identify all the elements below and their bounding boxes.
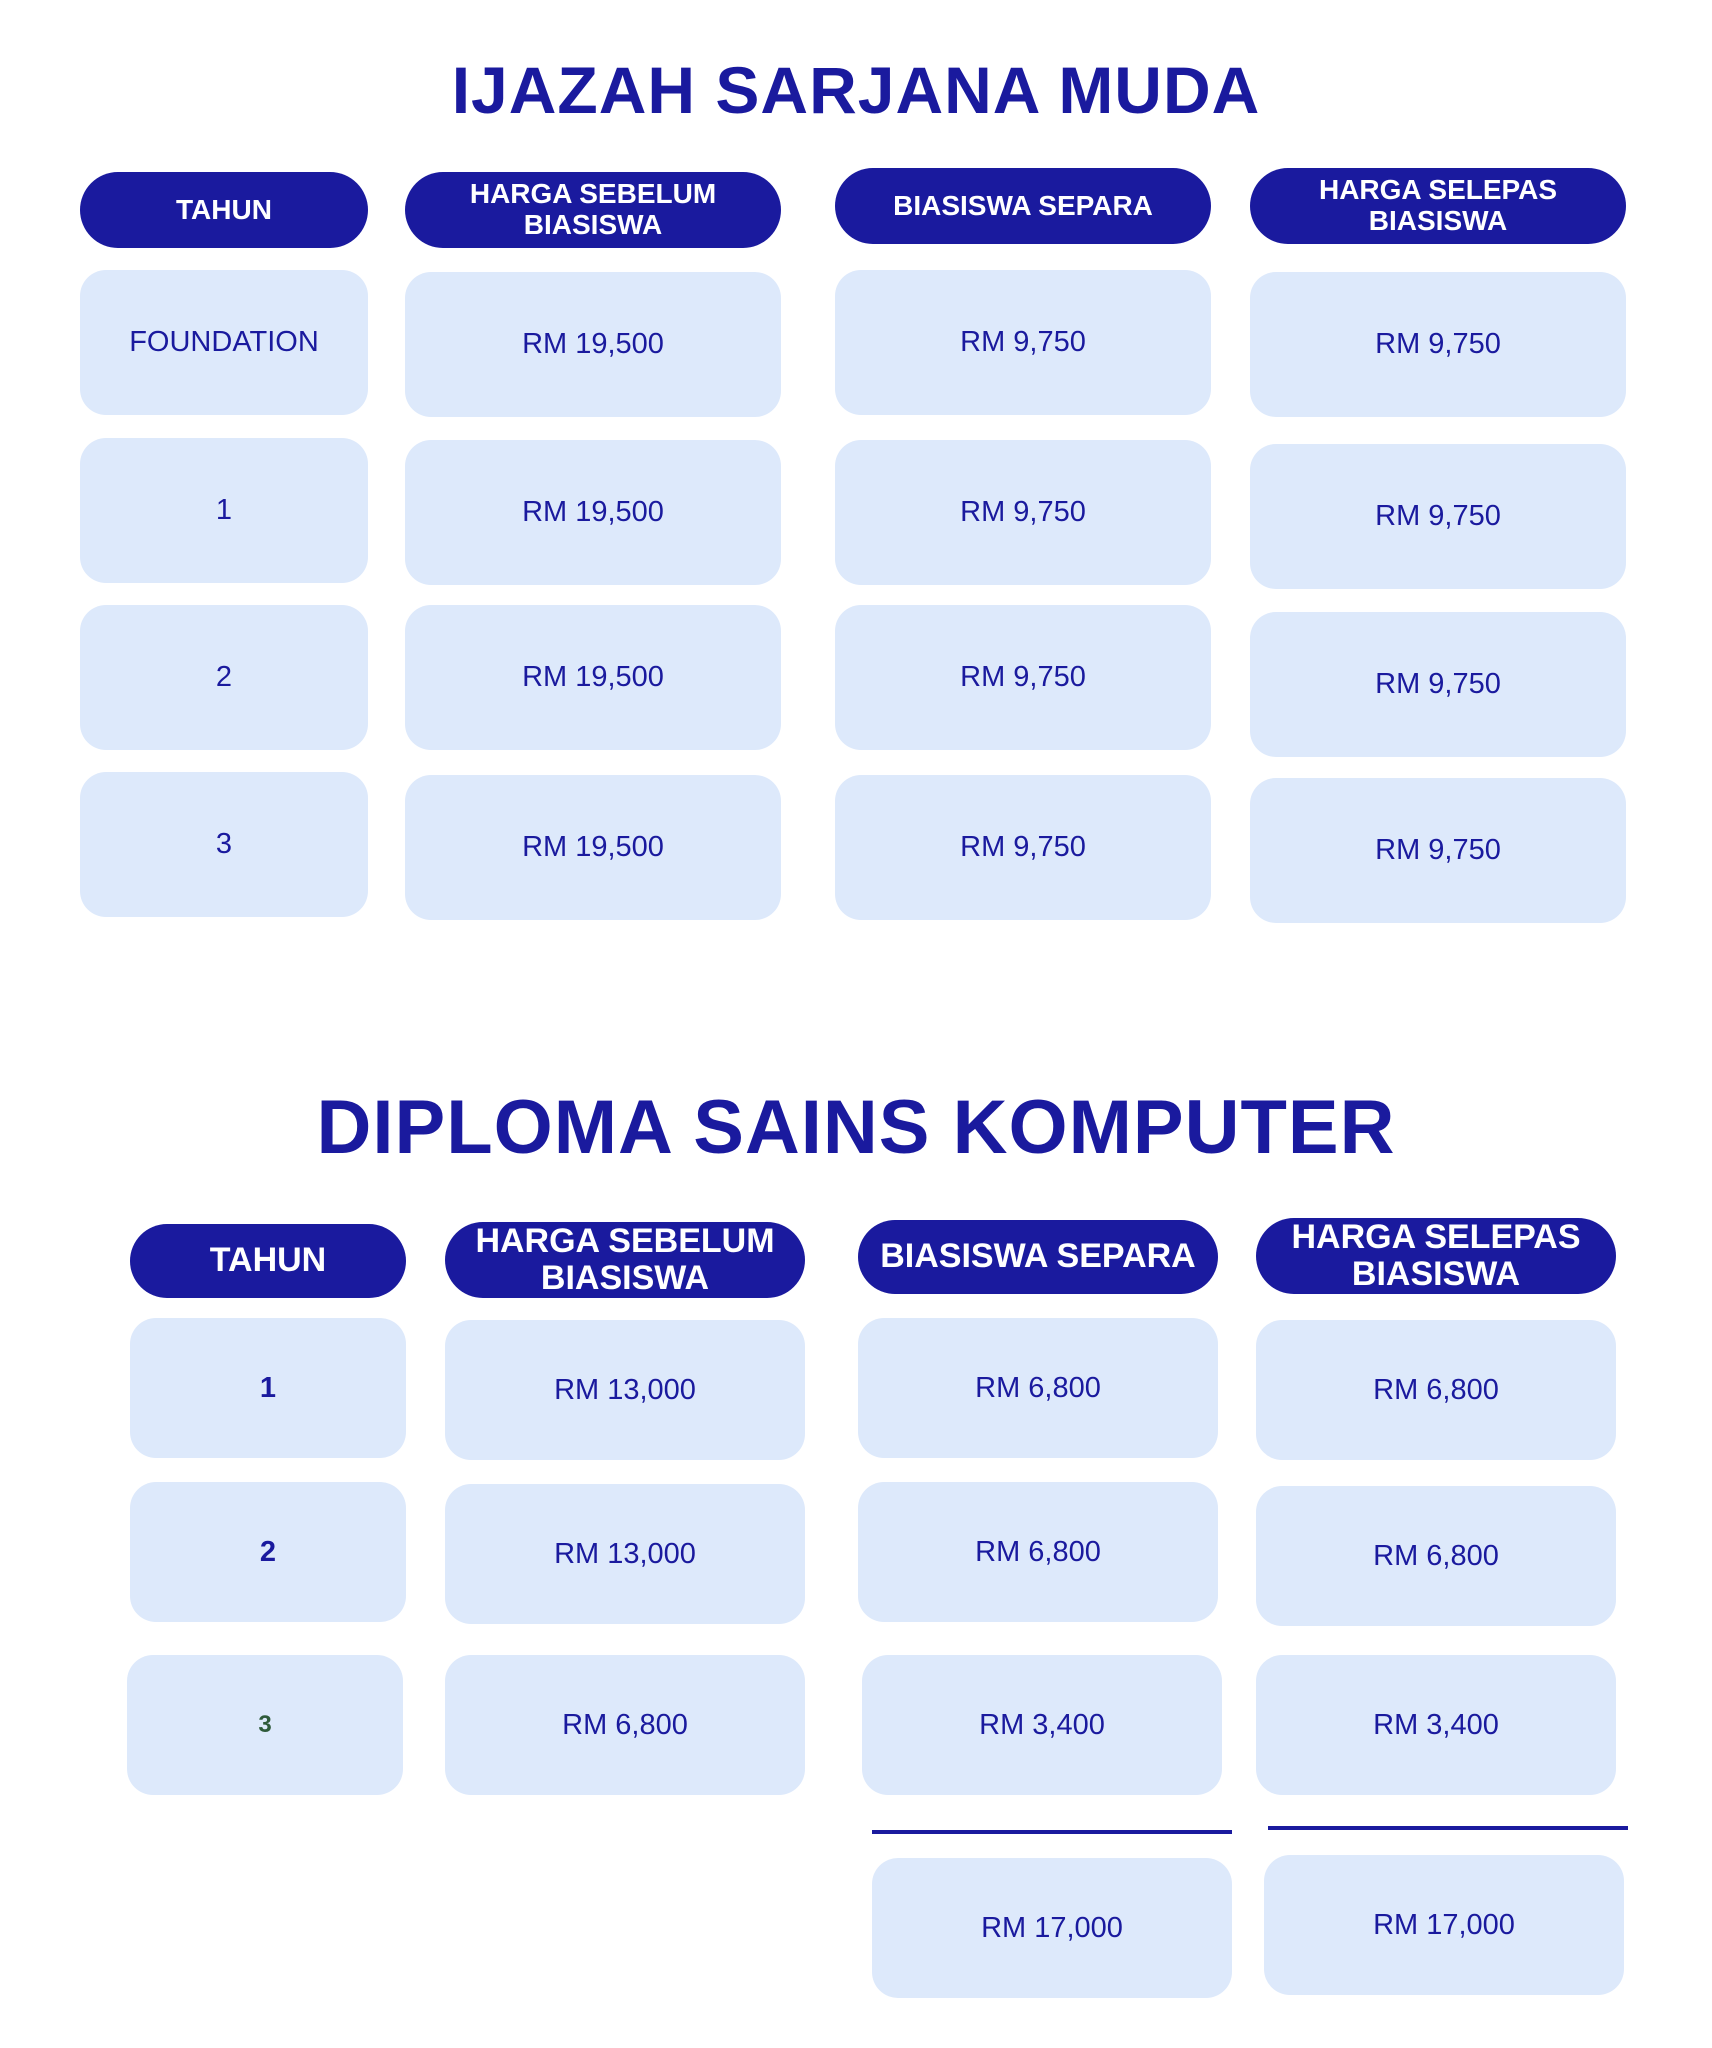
s2-cell-year: 2: [130, 1482, 406, 1622]
s1-cell-price-after: RM 9,750: [1250, 272, 1626, 417]
s2-cell-price-before: RM 6,800: [445, 1655, 805, 1795]
s1-cell-price-before: RM 19,500: [405, 605, 781, 750]
s2-header-harga-selepas: HARGA SELEPAS BIASISWA: [1256, 1218, 1616, 1294]
s1-cell-price-after: RM 9,750: [1250, 778, 1626, 923]
s1-cell-scholarship: RM 9,750: [835, 270, 1211, 415]
s1-cell-year: 1: [80, 438, 368, 583]
s2-cell-scholarship: RM 6,800: [858, 1482, 1218, 1622]
s2-cell-scholarship: RM 3,400: [862, 1655, 1222, 1795]
s2-cell-price-after: RM 3,400: [1256, 1655, 1616, 1795]
s1-header-biasiswa-separa: BIASISWA SEPARA: [835, 168, 1211, 244]
s2-cell-price-before: RM 13,000: [445, 1484, 805, 1624]
total-divider: [872, 1830, 1232, 1834]
s1-header-harga-selepas: HARGA SELEPAS BIASISWA: [1250, 168, 1626, 244]
section1-title: IJAZAH SARJANA MUDA: [451, 53, 1261, 127]
total-price-after-cell: RM 17,000: [1264, 1855, 1624, 1995]
s1-cell-scholarship: RM 9,750: [835, 440, 1211, 585]
s1-cell-price-after: RM 9,750: [1250, 612, 1626, 757]
s2-cell-year: 1: [130, 1318, 406, 1458]
s2-cell-price-after: RM 6,800: [1256, 1320, 1616, 1460]
s1-cell-year: 2: [80, 605, 368, 750]
s2-cell-price-after: RM 6,800: [1256, 1486, 1616, 1626]
s1-header-tahun: TAHUN: [80, 172, 368, 248]
s1-cell-year: FOUNDATION: [80, 270, 368, 415]
s2-header-harga-sebelum: HARGA SEBELUM BIASISWA: [445, 1222, 805, 1298]
section2-title: DIPLOMA SAINS KOMPUTER: [316, 1085, 1396, 1170]
total-scholarship-cell: RM 17,000: [872, 1858, 1232, 1998]
s1-cell-price-after: RM 9,750: [1250, 444, 1626, 589]
s1-cell-price-before: RM 19,500: [405, 775, 781, 920]
s1-cell-scholarship: RM 9,750: [835, 605, 1211, 750]
s2-cell-price-before: RM 13,000: [445, 1320, 805, 1460]
total-divider: [1268, 1826, 1628, 1830]
s1-cell-year: 3: [80, 772, 368, 917]
s1-cell-price-before: RM 19,500: [405, 272, 781, 417]
s1-header-harga-sebelum: HARGA SEBELUM BIASISWA: [405, 172, 781, 248]
s2-header-biasiswa-separa: BIASISWA SEPARA: [858, 1220, 1218, 1294]
s2-cell-year: 3: [127, 1655, 403, 1795]
s1-cell-price-before: RM 19,500: [405, 440, 781, 585]
s1-cell-scholarship: RM 9,750: [835, 775, 1211, 920]
s2-header-tahun: TAHUN: [130, 1224, 406, 1298]
s2-cell-scholarship: RM 6,800: [858, 1318, 1218, 1458]
